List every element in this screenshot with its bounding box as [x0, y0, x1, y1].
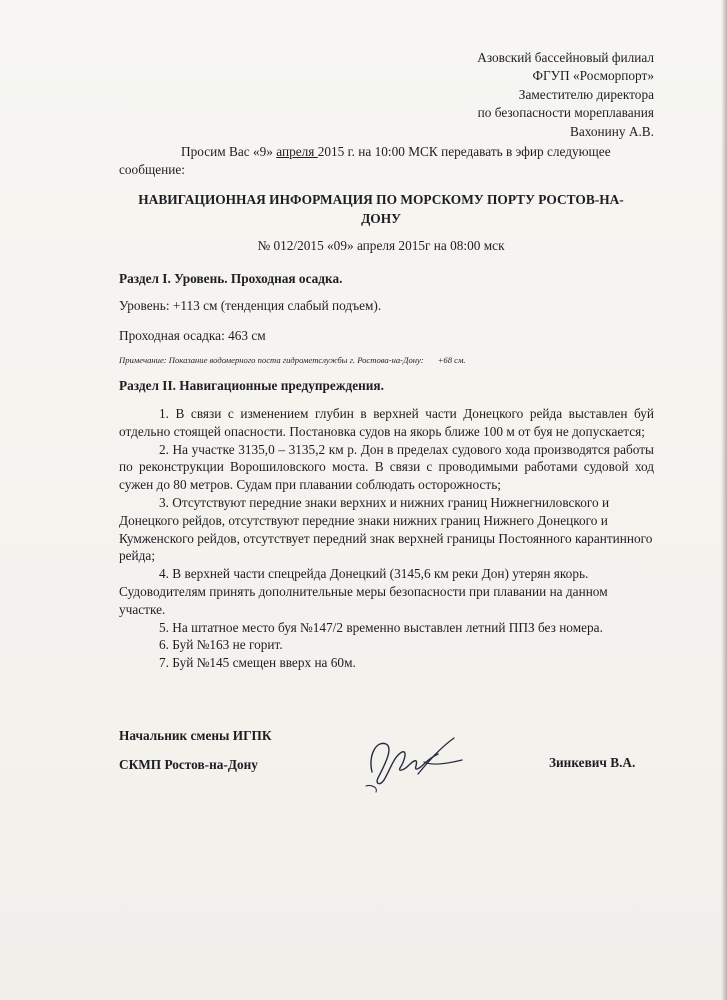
addressee-line: Заместителю директора [518, 86, 654, 102]
gauge-note [119, 355, 466, 365]
gauge-note-text: Примечание: Показание водомерного поста гидрометслужбы г. Ростова-на-Дону: [119, 355, 424, 365]
document-title: НАВИГАЦИОННАЯ ИНФОРМАЦИЯ ПО МОРСКОМУ ПОРТУ РОСТОВ-НА-ДОНУ [138, 192, 624, 226]
scan-edge-shadow [721, 0, 727, 1000]
warning-item: 7. Буй №145 смещен вверх на 60м. [159, 655, 356, 671]
addressee-line: по безопасности мореплавания [477, 105, 654, 121]
request-line [119, 143, 639, 161]
request-prefix: Просим Вас «9» [181, 144, 277, 159]
addressee-line: Азовский бассейновый филиал [477, 50, 654, 65]
gauge-note-value: +68 см. [437, 355, 466, 365]
warning-item: 1. В связи с изменением глубин в верхней части Донецкого рейда выставлен буй отдельно стоящей опасности. Постановка судов на якорь ближе 100 м от буя не допускается; [119, 406, 654, 439]
addressee-line: Вахонину А.В. [569, 123, 654, 139]
signatory-organization: СКМП Ростов-на-Дону [119, 757, 258, 772]
section-2-heading: Раздел II. Навигационные предупреждения. [119, 378, 384, 393]
request-suffix: 2015 г. на 10:00 МСК передавать в эфир следующее [317, 144, 611, 159]
addressee-block [477, 49, 654, 141]
signatory-position: Начальник смены ИГПК [119, 728, 272, 743]
handwritten-signature [358, 726, 468, 796]
warning-item: 3. Отсутствуют передние знаки верхних и нижних границ Нижнегниловского и Донецкого рейдов, отсутствуют передние знаки нижних границ Нижнего Донецкого и Кумженского рейдов, отсутствует передний знак верхней границы Постоянного карантинного рейда; [119, 494, 653, 564]
warning-item: 4. В верхней части спецрейда Донецкий (3145,6 км реки Дон) утерян якорь. Судоводителям принять дополнительные меры безопасности при плавании на данном участке. [119, 566, 608, 617]
warnings-list [119, 405, 654, 672]
request-paragraph [119, 143, 639, 179]
section-1-heading: Раздел I. Уровень. Проходная осадка. [119, 271, 343, 286]
warning-item: 6. Буй №163 не горит. [159, 637, 283, 653]
request-month: апреля [276, 144, 318, 159]
passage-draft: Проходная осадка: 463 см [119, 328, 266, 343]
warning-item: 2. На участке 3135,0 – 3135,2 км р. Дон в пределах судового хода производятся работы по реконструкции Ворошиловского моста. В связи с проводимыми работами судовой ход сужен до 80 метров. Судам при плавании соблюдать осторожность; [119, 441, 654, 493]
addressee-line: ФГУП «Росморпорт» [532, 68, 654, 84]
water-level: Уровень: +113 см (тенденция слабый подъем). [119, 298, 382, 313]
issue-number: № 012/2015 «09» апреля 2015г на 08:00 мск [257, 238, 505, 253]
request-line-2: сообщение: [119, 162, 185, 177]
signatory-name: Зинкевич В.А. [549, 755, 636, 770]
warning-item: 5. На штатное место буя №147/2 временно выставлен летний ППЗ без номера. [159, 619, 603, 635]
